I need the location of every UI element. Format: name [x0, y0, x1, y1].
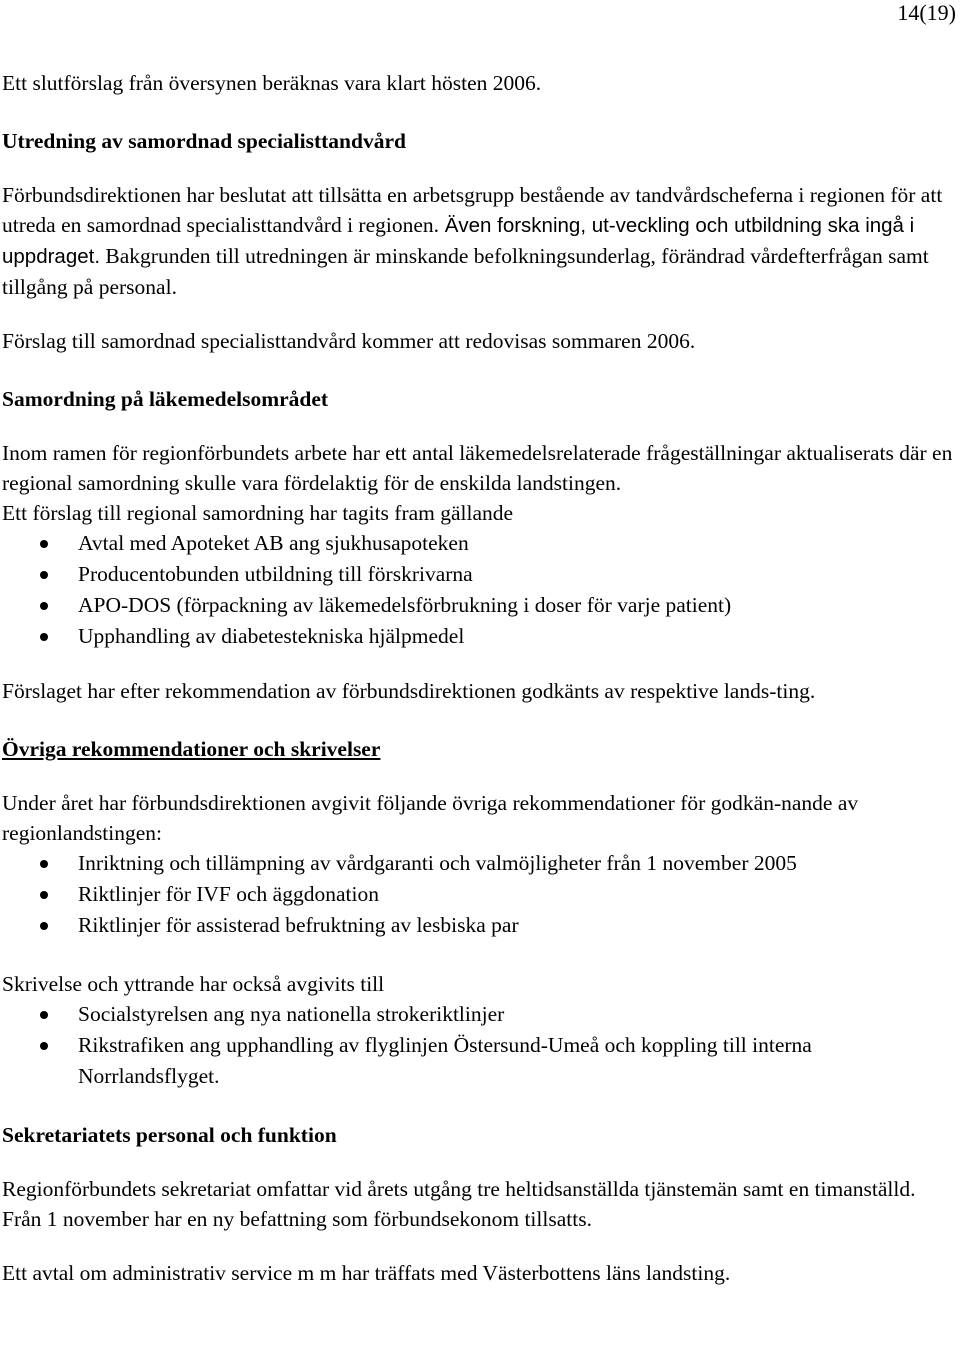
document-body: [2, 68, 958, 1288]
lakemedel-list: [2, 528, 958, 652]
bullet-icon: [40, 540, 48, 548]
lakemedel-paragraph-2: Ett förslag till regional samordning har tagits fram gällande: [2, 501, 514, 525]
specialisttandvard-paragraph-2: Förslag till samordnad specialisttandvård kommer att redovisas sommaren 2006.: [2, 329, 696, 353]
heading-ovriga: Övriga rekommendationer och skrivelser: [2, 737, 381, 761]
bullet-icon: [40, 602, 48, 610]
list-item: Socialstyrelsen ang nya nationella strokeriktlinjer: [2, 999, 958, 1030]
sekretariat-paragraph-1: Regionförbundets sekretariat omfattar vid årets utgång tre heltidsanställda tjänstemän samt en timanställd. Från 1 november har en ny befattning som förbundsekonom tillsatts.: [2, 1177, 916, 1231]
list-item: Upphandling av diabetestekniska hjälpmedel: [2, 621, 958, 652]
specialisttandvard-paragraph: [2, 180, 958, 302]
bullet-icon: [40, 860, 48, 868]
ovriga-list: [2, 848, 958, 941]
bullet-icon: [40, 571, 48, 579]
bullet-icon: [40, 633, 48, 641]
intro-paragraph: Ett slutförslag från översynen beräknas vara klart hösten 2006.: [2, 71, 542, 95]
lakemedel-paragraph-3: Förslaget har efter rekommendation av förbundsdirektionen godkänts av respektive lands-ting.: [2, 679, 816, 703]
list-item: APO-DOS (förpackning av läkemedelsförbrukning i doser för varje patient): [2, 590, 958, 621]
heading-sekretariat: Sekretariatets personal och funktion: [2, 1123, 337, 1147]
heading-specialisttandvard: Utredning av samordnad specialisttandvård: [2, 129, 406, 153]
heading-lakemedel: Samordning på läkemedelsområdet: [2, 387, 329, 411]
ovriga-paragraph-2: Skrivelse och yttrande har också avgivits till: [2, 972, 385, 996]
bullet-icon: [40, 891, 48, 899]
list-item: Rikstrafiken ang upphandling av flyglinjen Östersund-Umeå och koppling till interna Norrlandsflyget.: [2, 1030, 958, 1092]
list-item: Producentobunden utbildning till förskrivarna: [2, 559, 958, 590]
ovriga-list-2: [2, 999, 958, 1092]
list-item: Riktlinjer för IVF och äggdonation: [2, 879, 958, 910]
page-number: 14(19): [897, 0, 956, 25]
specialisttandvard-text-2: Även forskning, ut-veckling och utbildning ska ingå i uppdraget.: [2, 214, 915, 268]
specialisttandvard-text-3: Bakgrunden till utredningen är minskande befolkningsunderlag, förändrad vårdefterfrågan samt tillgång på personal.: [2, 244, 929, 299]
list-item: Inriktning och tillämpning av vårdgaranti och valmöjligheter från 1 november 2005: [2, 848, 958, 879]
list-item: Riktlinjer för assisterad befruktning av lesbiska par: [2, 910, 958, 941]
bullet-icon: [40, 922, 48, 930]
specialisttandvard-text-1: Förbundsdirektionen har beslutat att tillsätta en arbetsgrupp bestående av tandvårdscheferna i regionen för att utreda en samordnad specialisttandvård i regionen.: [2, 183, 943, 237]
bullet-icon: [40, 1011, 48, 1019]
ovriga-paragraph-1: Under året har förbundsdirektionen avgivit följande övriga rekommendationer för godkän-nande av regionlandstingen:: [2, 791, 859, 845]
list-item: Avtal med Apoteket AB ang sjukhusapoteken: [2, 528, 958, 559]
lakemedel-paragraph-1: Inom ramen för regionförbundets arbete har ett antal läkemedelsrelaterade frågeställningar aktualiserats där en regional samordning skulle vara fördelaktig för de enskilda landstingen.: [2, 441, 953, 495]
bullet-icon: [40, 1042, 48, 1050]
sekretariat-paragraph-2: Ett avtal om administrativ service m m har träffats med Västerbottens läns landsting.: [2, 1261, 731, 1285]
